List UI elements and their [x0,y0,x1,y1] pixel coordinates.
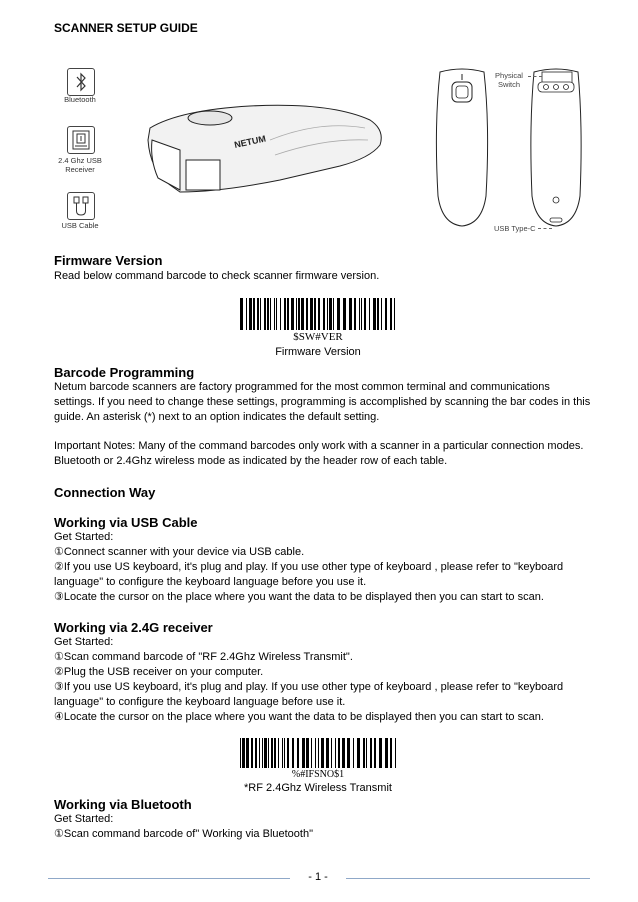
barcode-bar [274,738,276,768]
barcode-bar [335,738,336,768]
barcode-bar [268,738,269,768]
barcode-bar [395,738,396,768]
barcode-bar [338,738,340,768]
usb-type-c-leader [538,228,552,229]
barcode-bar [284,738,285,768]
page-number: - 1 - [308,871,328,883]
barcode-bar [242,738,245,768]
firmware-barcode [240,298,396,330]
barcode-bar [249,298,252,330]
footer-rule-left [48,878,290,879]
barcode-bar [259,738,260,768]
barcode-bar [394,298,395,330]
barcode-bar [251,738,253,768]
barcode-bar [314,298,316,330]
barcode-programming-heading: Barcode Programming [54,365,195,380]
barcode-bar [337,298,340,330]
barcode-bar [296,298,297,330]
barcode-bar [257,298,259,330]
firmware-caption: Firmware Version [275,346,361,358]
important-notes: Important Notes: Many of the command barcodes only work with a scanner in a particular connection modes. Bluetooth or 2.4Ghz wireless mode as indicated by the header row of each table. [54,440,584,467]
barcode-bar [298,298,300,330]
usb-cable-steps: Get Started: ①Connect scanner with your device via USB cable. ②If you use US keyboard, it's plug and play. If you use other type of keyboard , please refer to "keyboard language" to configure the keyboard language before you use it. ③Locate the cursor on the place where you want the data to be displayed then you can start to scan. [54,531,564,603]
barcode-bar [369,298,370,330]
barcode-programming-para1: Netum barcode scanners are factory programmed for the most common terminal and communications settings. If you need to change these settings, programming is accomplished by scanning the bar codes in this guide. An asterisk (*) next to an option indicates the default setting. [54,381,591,423]
barcode-bar [297,738,299,768]
barcode-bar [267,298,269,330]
usb-receiver-label: 2.4 Ghz USB Receiver [58,156,102,174]
barcode-bar [255,738,257,768]
barcode-bar [276,298,277,330]
barcode-bar [379,738,382,768]
barcode-bar [385,298,387,330]
barcode-bar [374,738,376,768]
barcode-bar [240,298,243,330]
barcode-bar [246,298,247,330]
barcode-bar [363,738,365,768]
barcode-bar [280,298,281,330]
barcode-bar [278,738,279,768]
barcode-bar [284,298,286,330]
barcode-bar [291,298,294,330]
scanner-illustration [140,100,390,200]
usb-cable-heading: Working via USB Cable [54,515,198,530]
footer-rule-right [346,878,590,879]
barcode-bar [354,298,356,330]
barcode-bar [331,738,332,768]
barcode-bar [306,738,309,768]
barcode-bar [301,298,304,330]
usb-receiver-icon [67,126,95,154]
barcode-bar [326,738,329,768]
bluetooth-heading: Working via Bluetooth [54,797,192,812]
barcode-bar [270,298,271,330]
barcode-bar [364,298,366,330]
barcode-bar [327,298,328,330]
receiver-heading: Working via 2.4G receiver [54,620,213,635]
barcode-bar [264,738,267,768]
barcode-bar [253,298,255,330]
barcode-bar [282,738,283,768]
usb-cable-icon [67,192,95,220]
firmware-heading: Firmware Version [54,253,163,268]
physical-switch-label: Physical Switch [495,71,523,89]
scanner-front-view [432,66,492,228]
barcode-bar [359,298,360,330]
barcode-bar [318,738,319,768]
rf-transmit-barcode-text: %#IFSNO$1 [291,769,345,780]
barcode-bar [385,738,388,768]
barcode-bar [373,298,376,330]
barcode-bar [321,738,324,768]
barcode-bar [318,298,320,330]
barcode-bar [264,298,266,330]
barcode-bar [349,298,352,330]
barcode-bar [311,738,312,768]
barcode-bar [377,298,379,330]
usb-type-c-label: USB Type-C [494,224,536,233]
barcode-bar [292,738,294,768]
scanner-back-view [528,66,584,228]
barcode-bar [390,298,392,330]
barcode-bar [357,738,360,768]
barcode-bar [262,738,263,768]
usb-cable-label: USB Cable [61,221,99,230]
barcode-bar [306,298,308,330]
scanner-brand: NETUM [233,133,267,150]
rf-transmit-caption: *RF 2.4Ghz Wireless Transmit [244,782,392,794]
barcode-bar [310,298,313,330]
barcode-bar [353,738,354,768]
barcode-bar [343,298,346,330]
barcode-bar [323,298,325,330]
barcode-bar [271,738,273,768]
barcode-bar [390,738,392,768]
rf-transmit-barcode [240,738,396,768]
barcode-bar [347,738,350,768]
physical-switch-leader [528,76,542,77]
barcode-bar [246,738,249,768]
connection-way-heading: Connection Way [54,485,156,500]
barcode-bar [302,738,305,768]
barcode-bar [366,738,367,768]
receiver-steps: Get Started: ①Scan command barcode of "RF 2.4Ghz Wireless Transmit". ②Plug the USB receiver on your computer. ③If you use US keyboard, it's plug and play. If you use other type of keyboard , please refer to "keyboard language" to configure the keyboard language before use it. ④Locate the cursor on the place where you want the data to be displayed then you can start to scan. [54,636,564,723]
barcode-bar [287,298,289,330]
barcode-bar [315,738,316,768]
bluetooth-icon [67,68,95,96]
firmware-text: Read below command barcode to check scanner firmware version. [54,270,380,282]
bluetooth-steps: Get Started: ①Scan command barcode of" Working via Bluetooth" [54,813,313,840]
firmware-barcode-text: $SW#VER [293,331,343,343]
barcode-bar [274,298,275,330]
barcode-bar [329,298,332,330]
bluetooth-label: Bluetooth [64,95,96,104]
barcode-bar [333,298,334,330]
barcode-bar [381,298,382,330]
barcode-bar [287,738,289,768]
barcode-bar [240,738,241,768]
barcode-bar [342,738,345,768]
barcode-bar [260,298,261,330]
barcode-bar [370,738,372,768]
page-header: SCANNER SETUP GUIDE [54,21,198,35]
barcode-bar [361,298,362,330]
